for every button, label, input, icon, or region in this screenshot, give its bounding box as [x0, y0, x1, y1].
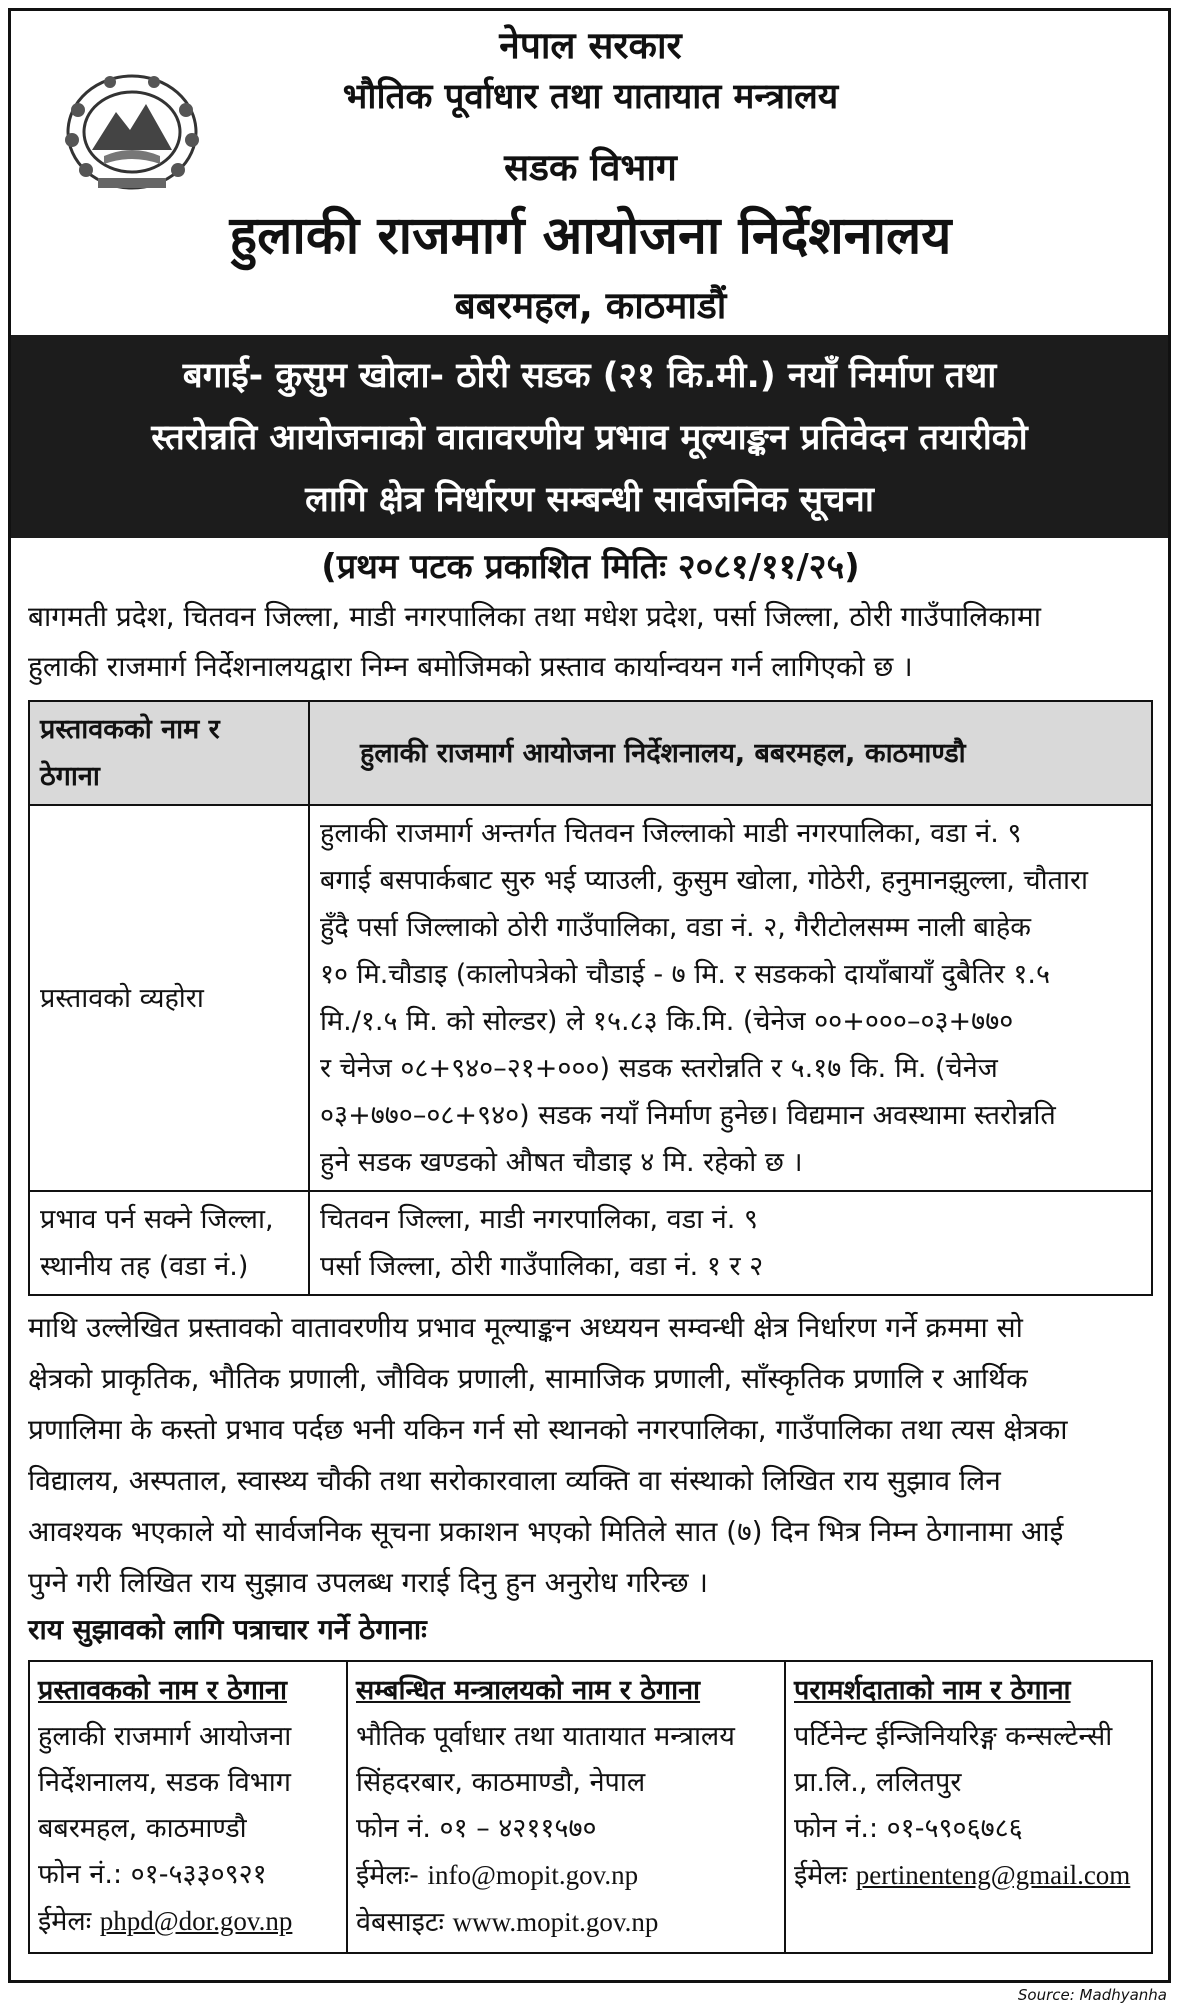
contact-line: बबरमहल, काठमाण्डौ [38, 1813, 247, 1844]
body-paragraph [28, 1302, 1153, 1608]
email-row [794, 1852, 1143, 1899]
cell-text: र चेनेज ०८+९४०–२१+०००) सडक स्तरोन्नति र ५.१७ कि. मि. (चेनेज [320, 1053, 998, 1084]
proposer-contact-cell [29, 1661, 347, 1953]
contact-title: सम्बन्धित मन्त्रालयको नाम र ठेगाना [356, 1675, 701, 1706]
text-line: आवश्यक भएकाले यो सार्वजनिक सूचना प्रकाशन भएको मितिले सात (७) दिन भित्र निम्न ठेगानामा आई [28, 1515, 1064, 1548]
contact-line: फोन नं. ०१ – ४२११५७० [356, 1813, 597, 1844]
website-label: वेबसाइटः [356, 1907, 444, 1938]
text-line: माथि उल्लेखित प्रस्तावको वातावरणीय प्रभाव मूल्याङ्कन अध्ययन सम्वन्धी क्षेत्र निर्धारण गर्ने क्रममा सो [28, 1311, 1023, 1344]
text-line: प्रणालिमा के कस्तो प्रभाव पर्दछ भनी यकिन गर्न सो स्थानको नगरपालिका, गाउँपालिका तथा त्यस क्षेत्रका [28, 1413, 1068, 1446]
affected-value-cell [309, 1191, 1152, 1295]
proposal-table [28, 700, 1153, 1296]
table-row [29, 1191, 1152, 1295]
text-line: पुग्ने गरी लिखित राय सुझाव उपलब्ध गराई दिनु हुन अनुरोध गरिन्छ । [28, 1566, 708, 1599]
contact-line: फोन नं.: ०१-५३३०९२१ [38, 1859, 267, 1890]
cell-text: हुने सडक खण्डको औषत चौडाइ ४ मि. रहेको छ । [320, 1147, 803, 1178]
contact-line: प्रा.लि., ललितपुर [794, 1767, 962, 1798]
website-row [356, 1899, 776, 1946]
table-row [29, 805, 1152, 1191]
text-line: बागमती प्रदेश, चितवन जिल्ला, माडी नगरपालिका तथा मधेश प्रदेश, पर्सा जिल्ला, ठोरी गाउँपालिकामा [28, 600, 1041, 633]
table-row [29, 701, 1152, 805]
contact-title: प्रस्तावकको नाम र ठेगाना [38, 1675, 287, 1706]
cell-text: बगाई बसपार्कबाट सुरु भई प्याउली, कुसुम खोला, गोठेरी, हनुमानझुल्ला, चौतारा [320, 865, 1089, 896]
proposer-value-cell [309, 701, 1152, 805]
source-credit: Source: Madhyanha [1017, 1986, 1167, 2004]
text-line: विद्यालय, अस्पताल, स्वास्थ्य चौकी तथा सरोकारवाला व्यक्ति वा संस्थाको लिखित राय सुझाव लिन [28, 1464, 1001, 1497]
directorate-name: हुलाकी राजमार्ग आयोजना निर्देशनालय [229, 206, 952, 266]
affected-label-cell [29, 1191, 309, 1295]
email-row [38, 1898, 338, 1945]
cell-text: ०३+७७०–०८+९४०) सडक नयाँ निर्माण हुनेछ। विद्यमान अवस्थामा स्तरोन्नति [320, 1100, 1056, 1131]
cell-text: स्थानीय तह (वडा नं.) [40, 1251, 249, 1282]
contact-table [28, 1660, 1153, 1954]
description-label-cell: प्रस्तावको व्यहोरा [29, 805, 309, 1191]
notice-title-banner [11, 335, 1168, 538]
notice-title-line: स्तरोन्नति आयोजनाको वातावरणीय प्रभाव मूल्याङ्कन प्रतिवेदन तयारीको [151, 418, 1028, 458]
text-line: क्षेत्रको प्राकृतिक, भौतिक प्रणाली, जौविक प्रणाली, सामाजिक प्रणाली, साँस्कृतिक प्रणालि र आर्थिक [28, 1362, 1028, 1395]
text-line: हुलाकी राजमार्ग निर्देशनालयद्वारा निम्न बमोजिमको प्रस्ताव कार्यान्वयन गर्न लागिएको छ । [28, 650, 913, 683]
cell-text: हुलाकी राजमार्ग अन्तर्गत चितवन जिल्लाको माडी नगरपालिका, वडा नं. ९ [320, 818, 1022, 849]
cell-text: मि./१.५ मि. को सोल्डर) ले १५.८३ कि.मि. (चेनेज ००+०००–०३+७७० [320, 1006, 1014, 1037]
proposer-email-link[interactable]: phpd@dor.gov.np [99, 1906, 293, 1936]
department-name: सडक विभाग [504, 146, 677, 189]
contact-line: सिंहदरबार, काठमाण्डौ, नेपाल [356, 1767, 646, 1798]
notice-title-line: बगाई- कुसुम खोला- ठोरी सडक (२१ कि.मी.) नयाँ निर्माण तथा [182, 356, 997, 396]
description-value-cell [309, 805, 1152, 1191]
cell-text: प्रभाव पर्न सक्ने जिल्ला, [40, 1204, 274, 1235]
contact-line: फोन नं.: ०१-५९०६७८६ [794, 1813, 1023, 1844]
ministry-website-link[interactable]: www.mopit.gov.np [452, 1907, 659, 1937]
ministry-email-link[interactable]: info@mopit.gov.np [427, 1860, 639, 1890]
ministry-name: भौतिक पूर्वाधार तथा यातायात मन्त्रालय [342, 77, 839, 117]
contact-line: हुलाकी राजमार्ग आयोजना [38, 1721, 292, 1752]
published-date: (प्रथम पटक प्रकाशित मितिः २०८१/११/२५) [321, 547, 860, 587]
consultant-email-link[interactable]: pertinenteng@gmail.com [855, 1860, 1131, 1890]
consultant-contact-cell [785, 1661, 1152, 1953]
ministry-contact-cell [347, 1661, 785, 1953]
email-row [356, 1852, 776, 1899]
cell-text: ठेगाना [40, 761, 100, 792]
table-row [29, 1661, 1152, 1953]
proposer-label-cell [29, 701, 309, 805]
intro-paragraph [28, 592, 1153, 692]
contact-line: निर्देशनालय, सडक विभाग [38, 1767, 291, 1798]
office-address: बबरमहल, काठमाडौं [454, 284, 727, 327]
cell-text: १० मि.चौडाइ (कालोपत्रेको चौडाई - ७ मि. र सडकको दायाँबायाँ दुबैतिर १.५ [320, 959, 1051, 990]
cell-text: चितवन जिल्ला, माडी नगरपालिका, वडा नं. ९ [320, 1204, 758, 1235]
cell-text: हुलाकी राजमार्ग आयोजना निर्देशनालय, बबरमहल, काठमाण्डौ [360, 737, 966, 769]
notice-title-line: लागि क्षेत्र निर्धारण सम्बन्धी सार्वजनिक सूचना [305, 480, 874, 520]
contact-line: भौतिक पूर्वाधार तथा यातायात मन्त्रालय [356, 1721, 735, 1752]
contact-title: परामर्शदाताको नाम र ठेगाना [794, 1675, 1071, 1706]
contact-line: पर्टिनेन्ट ईन्जिनियरिङ्ग कन्सल्टेन्सी [794, 1721, 1113, 1752]
cell-text: प्रस्तावकको नाम र [40, 714, 220, 745]
email-label: ईमेलः [794, 1860, 848, 1891]
email-label: ईमेलः [38, 1906, 92, 1937]
government-name: नेपाल सरकार [499, 24, 682, 67]
cell-text: हुँदै पर्सा जिल्लाको ठोरी गाउँपालिका, वडा नं. २, गैरीटोलसम्म नाली बाहेक [320, 912, 1031, 943]
email-label: ईमेलः- [356, 1860, 419, 1891]
cell-text: पर्सा जिल्ला, ठोरी गाउँपालिका, वडा नं. १ र २ [320, 1251, 764, 1282]
contact-heading: राय सुझावको लागि पत्राचार गर्ने ठेगानाः [28, 1613, 427, 1646]
